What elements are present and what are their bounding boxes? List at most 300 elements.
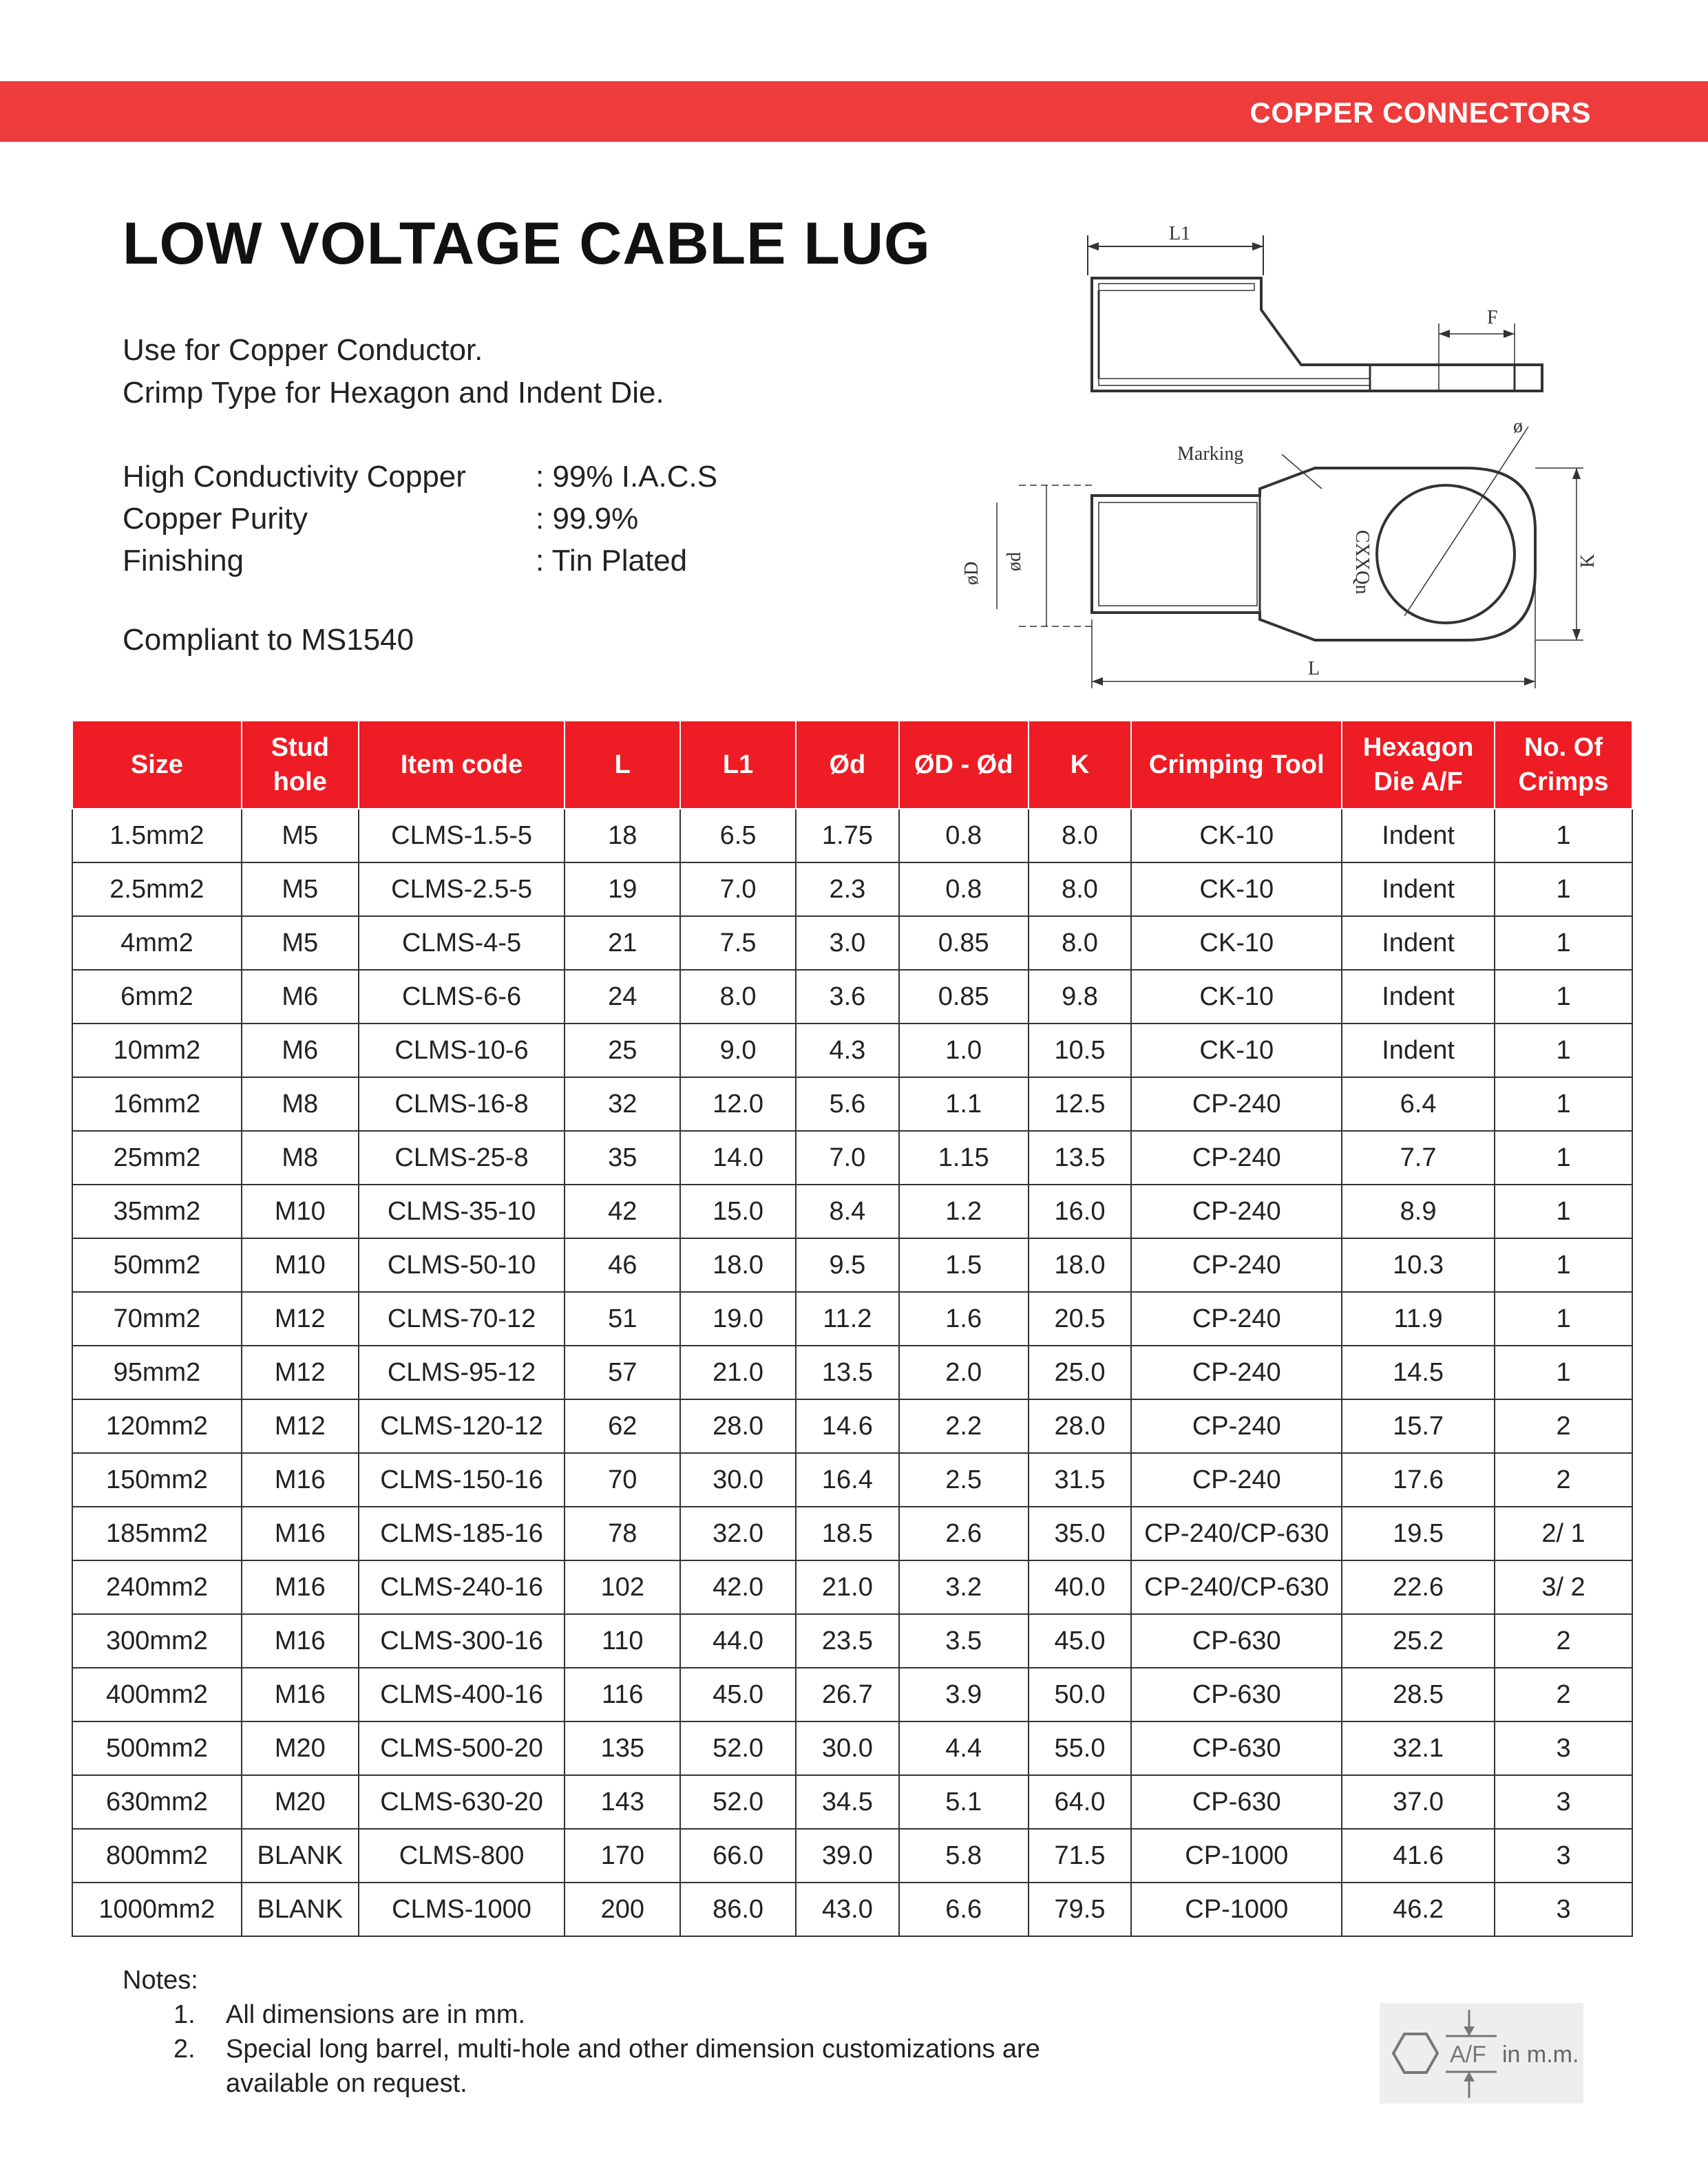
table-cell: CLMS-240-16 bbox=[359, 1560, 565, 1614]
table-cell: 79.5 bbox=[1029, 1883, 1132, 1936]
table-cell: M16 bbox=[242, 1614, 359, 1668]
table-cell: 2.0 bbox=[899, 1346, 1029, 1399]
table-cell: 2.6 bbox=[899, 1507, 1029, 1560]
notes-heading: Notes: bbox=[123, 1966, 198, 1995]
table-cell: CP-240 bbox=[1131, 1453, 1342, 1507]
table-cell: CLMS-6-6 bbox=[359, 970, 565, 1024]
table-cell: 1 bbox=[1495, 916, 1632, 970]
table-row bbox=[72, 970, 1632, 1024]
table-row bbox=[72, 1668, 1632, 1721]
table-cell: 8.0 bbox=[680, 970, 796, 1024]
table-cell: 110 bbox=[565, 1614, 680, 1668]
table-cell: CLMS-120-12 bbox=[359, 1399, 565, 1453]
table-cell: CP-240/CP-630 bbox=[1131, 1507, 1342, 1560]
table-cell: M8 bbox=[242, 1131, 359, 1185]
page-title: LOW VOLTAGE CABLE LUG bbox=[123, 211, 931, 277]
table-cell: 3.6 bbox=[796, 970, 899, 1024]
table-cell: 43.0 bbox=[796, 1883, 899, 1936]
table-cell: M16 bbox=[242, 1507, 359, 1560]
table-cell: M5 bbox=[242, 809, 359, 862]
table-cell: 1 bbox=[1495, 1238, 1632, 1292]
table-cell: 14.0 bbox=[680, 1131, 796, 1185]
table-cell: CLMS-95-12 bbox=[359, 1346, 565, 1399]
table-cell: 30.0 bbox=[680, 1453, 796, 1507]
table-cell: 1.5mm2 bbox=[72, 809, 242, 862]
table-cell: 14.6 bbox=[796, 1399, 899, 1453]
intro-line-2: Crimp Type for Hexagon and Indent Die. bbox=[123, 376, 664, 410]
table-cell: 34.5 bbox=[796, 1775, 899, 1829]
table-cell: 3 bbox=[1495, 1829, 1632, 1883]
table-cell: 50.0 bbox=[1029, 1668, 1132, 1721]
table-cell: 16.0 bbox=[1029, 1185, 1132, 1238]
note-number: 2. bbox=[173, 2035, 196, 2064]
table-cell: 70 bbox=[565, 1453, 680, 1507]
table-cell: 19.0 bbox=[680, 1292, 796, 1346]
col-header: L1 bbox=[680, 721, 796, 809]
table-cell: 26.7 bbox=[796, 1668, 899, 1721]
table-cell: CLMS-1.5-5 bbox=[359, 809, 565, 862]
notes-section bbox=[123, 1963, 1052, 2101]
dim-label-phi: ø bbox=[1513, 416, 1523, 437]
table-cell: 2 bbox=[1495, 1614, 1632, 1668]
table-cell: 52.0 bbox=[680, 1775, 796, 1829]
table-cell: 2/ 1 bbox=[1495, 1507, 1632, 1560]
col-header: Item code bbox=[359, 721, 565, 809]
table-cell: 500mm2 bbox=[72, 1721, 242, 1775]
table-cell: 46 bbox=[565, 1238, 680, 1292]
table-cell: 20.5 bbox=[1029, 1292, 1132, 1346]
table-cell: 3 bbox=[1495, 1721, 1632, 1775]
table-row bbox=[72, 1775, 1632, 1829]
table-cell: 2.2 bbox=[899, 1399, 1029, 1453]
table-cell: 0.85 bbox=[899, 916, 1029, 970]
table-cell: 32.0 bbox=[680, 1507, 796, 1560]
dim-label-l1: L1 bbox=[1169, 223, 1191, 244]
col-header: Size bbox=[72, 721, 242, 809]
table-row bbox=[72, 1399, 1632, 1453]
col-header: K bbox=[1029, 721, 1132, 809]
table-cell: M16 bbox=[242, 1560, 359, 1614]
table-row bbox=[72, 1883, 1632, 1936]
table-cell: 3.2 bbox=[899, 1560, 1029, 1614]
spec-row bbox=[123, 540, 717, 582]
table-cell: 1.0 bbox=[899, 1024, 1029, 1077]
spec-label: Copper Purity bbox=[123, 502, 308, 536]
col-header: Hexagon Die A/F bbox=[1342, 721, 1495, 809]
side-view bbox=[1088, 223, 1542, 391]
table-cell: CP-240 bbox=[1131, 1185, 1342, 1238]
table-cell: 71.5 bbox=[1029, 1829, 1132, 1883]
table-cell: 28.5 bbox=[1342, 1668, 1495, 1721]
table-cell: M6 bbox=[242, 1024, 359, 1077]
table-cell: 7.0 bbox=[796, 1131, 899, 1185]
table-cell: CLMS-35-10 bbox=[359, 1185, 565, 1238]
table-cell: CLMS-25-8 bbox=[359, 1131, 565, 1185]
table-cell: 4.3 bbox=[796, 1024, 899, 1077]
table-cell: 150mm2 bbox=[72, 1453, 242, 1507]
table-cell: 51 bbox=[565, 1292, 680, 1346]
table-cell: 50mm2 bbox=[72, 1238, 242, 1292]
table-cell: 32 bbox=[565, 1077, 680, 1131]
marking-label: Marking bbox=[1177, 443, 1244, 465]
table-cell: CLMS-400-16 bbox=[359, 1668, 565, 1721]
table-cell: CK-10 bbox=[1131, 1024, 1342, 1077]
table-cell: 95mm2 bbox=[72, 1346, 242, 1399]
table-cell: 24 bbox=[565, 970, 680, 1024]
table-cell: 19.5 bbox=[1342, 1507, 1495, 1560]
table-cell: 25 bbox=[565, 1024, 680, 1077]
af-legend bbox=[1380, 2003, 1583, 2103]
dim-label-f: F bbox=[1487, 307, 1498, 328]
table-cell: 1.6 bbox=[899, 1292, 1029, 1346]
table-cell: CK-10 bbox=[1131, 916, 1342, 970]
table-cell: M12 bbox=[242, 1292, 359, 1346]
hexagon-af-icon bbox=[1380, 2003, 1504, 2103]
table-cell: Indent bbox=[1342, 862, 1495, 916]
spec-row bbox=[123, 456, 717, 498]
table-cell: M16 bbox=[242, 1453, 359, 1507]
table-cell: 6.6 bbox=[899, 1883, 1029, 1936]
table-cell: 2.5 bbox=[899, 1453, 1029, 1507]
table-cell: 9.5 bbox=[796, 1238, 899, 1292]
note-number: 1. bbox=[173, 2000, 196, 2029]
table-cell: 1 bbox=[1495, 1292, 1632, 1346]
table-cell: 10.3 bbox=[1342, 1238, 1495, 1292]
table-cell: 28.0 bbox=[1029, 1399, 1132, 1453]
table-cell: M12 bbox=[242, 1346, 359, 1399]
table-cell: 7.0 bbox=[680, 862, 796, 916]
table-cell: 39.0 bbox=[796, 1829, 899, 1883]
table-cell: 120mm2 bbox=[72, 1399, 242, 1453]
table-cell: 6.5 bbox=[680, 809, 796, 862]
table-cell: CLMS-150-16 bbox=[359, 1453, 565, 1507]
table-cell: 2.3 bbox=[796, 862, 899, 916]
table-cell: M5 bbox=[242, 862, 359, 916]
table-cell: 1.5 bbox=[899, 1238, 1029, 1292]
table-row bbox=[72, 1131, 1632, 1185]
table-cell: 2 bbox=[1495, 1453, 1632, 1507]
table-cell: 5.1 bbox=[899, 1775, 1029, 1829]
col-header: Crimping Tool bbox=[1131, 721, 1342, 809]
table-cell: 21.0 bbox=[680, 1346, 796, 1399]
table-cell: M12 bbox=[242, 1399, 359, 1453]
table-cell: 8.0 bbox=[1029, 862, 1132, 916]
table-cell: 44.0 bbox=[680, 1614, 796, 1668]
table-cell: 4mm2 bbox=[72, 916, 242, 970]
table-cell: 8.4 bbox=[796, 1185, 899, 1238]
table-cell: Indent bbox=[1342, 970, 1495, 1024]
table-cell: 1 bbox=[1495, 1185, 1632, 1238]
table-cell: BLANK bbox=[242, 1829, 359, 1883]
header-banner bbox=[0, 81, 1708, 142]
table-cell: 45.0 bbox=[1029, 1614, 1132, 1668]
table-cell: 16.4 bbox=[796, 1453, 899, 1507]
table-cell: 7.5 bbox=[680, 916, 796, 970]
banner-label: COPPER CONNECTORS bbox=[1250, 96, 1591, 129]
table-cell: M8 bbox=[242, 1077, 359, 1131]
table-row bbox=[72, 809, 1632, 862]
table-cell: 1 bbox=[1495, 1346, 1632, 1399]
table-cell: CP-240 bbox=[1131, 1292, 1342, 1346]
table-cell: 18 bbox=[565, 809, 680, 862]
table-cell: 40.0 bbox=[1029, 1560, 1132, 1614]
table-cell: 116 bbox=[565, 1668, 680, 1721]
table-cell: 25mm2 bbox=[72, 1131, 242, 1185]
dim-label-k: K bbox=[1577, 553, 1599, 568]
table-cell: 9.8 bbox=[1029, 970, 1132, 1024]
table-cell: CP-240/CP-630 bbox=[1131, 1560, 1342, 1614]
table-cell: CLMS-10-6 bbox=[359, 1024, 565, 1077]
table-cell: 42 bbox=[565, 1185, 680, 1238]
table-cell: 86.0 bbox=[680, 1883, 796, 1936]
table-cell: 25.0 bbox=[1029, 1346, 1132, 1399]
table-cell: 3/ 2 bbox=[1495, 1560, 1632, 1614]
table-cell: 3.5 bbox=[899, 1614, 1029, 1668]
table-cell: CP-630 bbox=[1131, 1775, 1342, 1829]
col-header: ØD - Ød bbox=[899, 721, 1029, 809]
table-cell: 41.6 bbox=[1342, 1829, 1495, 1883]
table-cell: CP-1000 bbox=[1131, 1829, 1342, 1883]
table-cell: CK-10 bbox=[1131, 970, 1342, 1024]
table-cell: 1 bbox=[1495, 1024, 1632, 1077]
intro-line-1: Use for Copper Conductor. bbox=[123, 333, 483, 367]
table-cell: 170 bbox=[565, 1829, 680, 1883]
table-cell: CLMS-630-20 bbox=[359, 1775, 565, 1829]
table-row bbox=[72, 1238, 1632, 1292]
table-cell: 32.1 bbox=[1342, 1721, 1495, 1775]
table-cell: 55.0 bbox=[1029, 1721, 1132, 1775]
table-cell: 9.0 bbox=[680, 1024, 796, 1077]
table-cell: 15.7 bbox=[1342, 1399, 1495, 1453]
table-cell: 5.8 bbox=[899, 1829, 1029, 1883]
material-specs bbox=[123, 456, 717, 582]
spec-value: : 99.9% bbox=[536, 502, 639, 536]
table-cell: CLMS-185-16 bbox=[359, 1507, 565, 1560]
table-cell: 18.0 bbox=[1029, 1238, 1132, 1292]
col-header: Ød bbox=[796, 721, 899, 809]
table-cell: 143 bbox=[565, 1775, 680, 1829]
table-cell: 102 bbox=[565, 1560, 680, 1614]
table-cell: 18.0 bbox=[680, 1238, 796, 1292]
table-cell: Indent bbox=[1342, 916, 1495, 970]
table-cell: 11.9 bbox=[1342, 1292, 1495, 1346]
dim-label-l: L bbox=[1308, 658, 1320, 679]
table-row bbox=[72, 1560, 1632, 1614]
table-cell: 12.5 bbox=[1029, 1077, 1132, 1131]
table-cell: 8.9 bbox=[1342, 1185, 1495, 1238]
table-cell: 10.5 bbox=[1029, 1024, 1132, 1077]
table-cell: CP-630 bbox=[1131, 1614, 1342, 1668]
table-cell: 200 bbox=[565, 1883, 680, 1936]
table-cell: Indent bbox=[1342, 809, 1495, 862]
table-cell: CLMS-50-10 bbox=[359, 1238, 565, 1292]
note-text: Special long barrel, multi-hole and other dimension customizations are available on request. bbox=[226, 2035, 1040, 2098]
table-cell: 11.2 bbox=[796, 1292, 899, 1346]
table-cell: 23.5 bbox=[796, 1614, 899, 1668]
table-cell: 630mm2 bbox=[72, 1775, 242, 1829]
table-cell: 400mm2 bbox=[72, 1668, 242, 1721]
table-cell: M6 bbox=[242, 970, 359, 1024]
table-cell: 18.5 bbox=[796, 1507, 899, 1560]
spec-row bbox=[123, 498, 717, 540]
table-cell: 1 bbox=[1495, 1131, 1632, 1185]
table-cell: CK-10 bbox=[1131, 809, 1342, 862]
table-cell: 57 bbox=[565, 1346, 680, 1399]
table-row bbox=[72, 862, 1632, 916]
table-cell: 19 bbox=[565, 862, 680, 916]
table-cell: 2 bbox=[1495, 1399, 1632, 1453]
table-cell: 13.5 bbox=[1029, 1131, 1132, 1185]
table-cell: 240mm2 bbox=[72, 1560, 242, 1614]
table-cell: 3 bbox=[1495, 1883, 1632, 1936]
table-cell: 185mm2 bbox=[72, 1507, 242, 1560]
table-cell: 6mm2 bbox=[72, 970, 242, 1024]
lug-technical-drawing bbox=[961, 220, 1625, 695]
col-header: L bbox=[565, 721, 680, 809]
table-cell: CLMS-70-12 bbox=[359, 1292, 565, 1346]
table-cell: 22.6 bbox=[1342, 1560, 1495, 1614]
table-cell: M20 bbox=[242, 1775, 359, 1829]
table-cell: 30.0 bbox=[796, 1721, 899, 1775]
table-cell: 4.4 bbox=[899, 1721, 1029, 1775]
table-cell: 2 bbox=[1495, 1668, 1632, 1721]
table-cell: CLMS-2.5-5 bbox=[359, 862, 565, 916]
table-cell: 78 bbox=[565, 1507, 680, 1560]
table-row bbox=[72, 1614, 1632, 1668]
table-cell: CP-240 bbox=[1131, 1077, 1342, 1131]
table-cell: 1 bbox=[1495, 809, 1632, 862]
table-cell: CP-240 bbox=[1131, 1399, 1342, 1453]
table-cell: 6.4 bbox=[1342, 1077, 1495, 1131]
table-cell: CK-10 bbox=[1131, 862, 1342, 916]
table-cell: CLMS-1000 bbox=[359, 1883, 565, 1936]
note-text: All dimensions are in mm. bbox=[226, 2000, 526, 2029]
table-cell: 14.5 bbox=[1342, 1346, 1495, 1399]
table-cell: Indent bbox=[1342, 1024, 1495, 1077]
col-header: No. Of Crimps bbox=[1495, 721, 1632, 809]
table-cell: 21.0 bbox=[796, 1560, 899, 1614]
table-cell: 3.9 bbox=[899, 1668, 1029, 1721]
table-cell: 800mm2 bbox=[72, 1829, 242, 1883]
spec-value: : 99% I.A.C.S bbox=[536, 460, 718, 494]
top-view bbox=[961, 416, 1599, 688]
table-cell: 8.0 bbox=[1029, 809, 1132, 862]
table-cell: 1 bbox=[1495, 1077, 1632, 1131]
table-cell: 1 bbox=[1495, 862, 1632, 916]
af-text: A/F bbox=[1450, 2042, 1486, 2068]
af-unit-label: in m.m. bbox=[1502, 2042, 1579, 2068]
table-cell: M10 bbox=[242, 1238, 359, 1292]
table-cell: 66.0 bbox=[680, 1829, 796, 1883]
table-cell: 1.75 bbox=[796, 809, 899, 862]
table-row bbox=[72, 1077, 1632, 1131]
table-cell: 31.5 bbox=[1029, 1453, 1132, 1507]
table-cell: CLMS-4-5 bbox=[359, 916, 565, 970]
table-cell: 45.0 bbox=[680, 1668, 796, 1721]
table-cell: 3 bbox=[1495, 1775, 1632, 1829]
table-cell: 0.8 bbox=[899, 862, 1029, 916]
table-cell: 52.0 bbox=[680, 1721, 796, 1775]
table-cell: 135 bbox=[565, 1721, 680, 1775]
table-cell: M16 bbox=[242, 1668, 359, 1721]
note-item bbox=[173, 1997, 1052, 2032]
table-cell: CP-1000 bbox=[1131, 1883, 1342, 1936]
table-row bbox=[72, 916, 1632, 970]
table-cell: 35 bbox=[565, 1131, 680, 1185]
table-cell: CP-240 bbox=[1131, 1346, 1342, 1399]
spec-label: High Conductivity Copper bbox=[123, 460, 466, 494]
table-cell: 37.0 bbox=[1342, 1775, 1495, 1829]
table-cell: CP-630 bbox=[1131, 1668, 1342, 1721]
note-item bbox=[173, 2032, 1052, 2101]
table-cell: CP-630 bbox=[1131, 1721, 1342, 1775]
table-cell: 5.6 bbox=[796, 1077, 899, 1131]
table-cell: 8.0 bbox=[1029, 916, 1132, 970]
table-cell: M5 bbox=[242, 916, 359, 970]
dim-label-phid-outer: øD bbox=[961, 561, 982, 585]
spec-value: : Tin Plated bbox=[536, 544, 688, 577]
col-header: Stud hole bbox=[242, 721, 359, 809]
table-cell: BLANK bbox=[242, 1883, 359, 1936]
table-cell: 21 bbox=[565, 916, 680, 970]
table-cell: 1 bbox=[1495, 970, 1632, 1024]
compliance-note: Compliant to MS1540 bbox=[123, 623, 414, 657]
table-cell: CP-240 bbox=[1131, 1238, 1342, 1292]
table-cell: CLMS-300-16 bbox=[359, 1614, 565, 1668]
table-cell: CP-240 bbox=[1131, 1131, 1342, 1185]
table-row bbox=[72, 1507, 1632, 1560]
table-cell: M20 bbox=[242, 1721, 359, 1775]
table-cell: 13.5 bbox=[796, 1346, 899, 1399]
table-cell: 2.5mm2 bbox=[72, 862, 242, 916]
table-cell: 46.2 bbox=[1342, 1883, 1495, 1936]
table-cell: 0.85 bbox=[899, 970, 1029, 1024]
table-cell: 64.0 bbox=[1029, 1775, 1132, 1829]
table-cell: 42.0 bbox=[680, 1560, 796, 1614]
table-cell: CLMS-800 bbox=[359, 1829, 565, 1883]
lug-spec-table bbox=[72, 720, 1633, 1937]
table-cell: 0.8 bbox=[899, 809, 1029, 862]
table-cell: 12.0 bbox=[680, 1077, 796, 1131]
table-cell: 3.0 bbox=[796, 916, 899, 970]
table-cell: 1.1 bbox=[899, 1077, 1029, 1131]
dim-label-phid-inner: ød bbox=[1004, 552, 1025, 571]
table-cell: 1000mm2 bbox=[72, 1883, 242, 1936]
table-cell: 28.0 bbox=[680, 1399, 796, 1453]
table-cell: 1.2 bbox=[899, 1185, 1029, 1238]
table-cell: 16mm2 bbox=[72, 1077, 242, 1131]
table-cell: M10 bbox=[242, 1185, 359, 1238]
table-cell: 70mm2 bbox=[72, 1292, 242, 1346]
table-cell: 15.0 bbox=[680, 1185, 796, 1238]
table-cell: 300mm2 bbox=[72, 1614, 242, 1668]
table-row bbox=[72, 1346, 1632, 1399]
table-cell: 7.7 bbox=[1342, 1131, 1495, 1185]
table-row bbox=[72, 1453, 1632, 1507]
table-header-row bbox=[72, 721, 1632, 809]
marking-code: CXXQn bbox=[1351, 530, 1373, 595]
table-cell: CLMS-16-8 bbox=[359, 1077, 565, 1131]
table-cell: CLMS-500-20 bbox=[359, 1721, 565, 1775]
table-cell: 62 bbox=[565, 1399, 680, 1453]
table-cell: 35.0 bbox=[1029, 1507, 1132, 1560]
table-cell: 10mm2 bbox=[72, 1024, 242, 1077]
intro-text bbox=[123, 329, 664, 414]
table-cell: 1.15 bbox=[899, 1131, 1029, 1185]
table-row bbox=[72, 1185, 1632, 1238]
table-cell: 25.2 bbox=[1342, 1614, 1495, 1668]
table-row bbox=[72, 1721, 1632, 1775]
